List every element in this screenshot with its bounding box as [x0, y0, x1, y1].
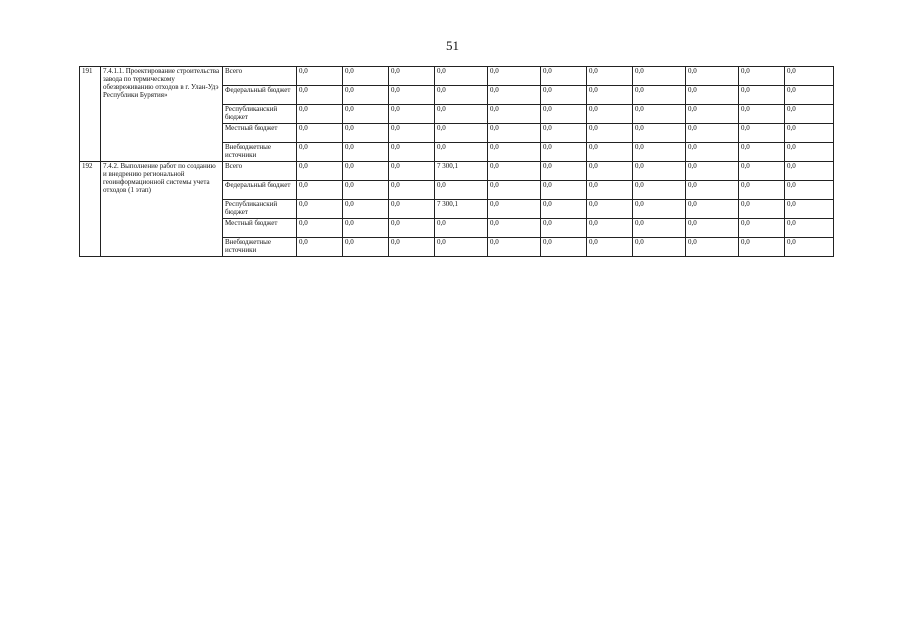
amount-cell: 0,0: [686, 67, 739, 86]
measure-name: 7.4.1.1. Проектирование строительства завода по термическому обезвреживанию отходов в г. Улан-Удэ Республики Бурятия»: [101, 67, 223, 162]
amount-cell: 0,0: [633, 162, 686, 181]
amount-cell: 0,0: [435, 67, 488, 86]
amount-cell: 0,0: [389, 143, 435, 162]
amount-cell: 0,0: [389, 67, 435, 86]
amount-cell: 0,0: [739, 219, 785, 238]
amount-cell: 0,0: [389, 86, 435, 105]
amount-cell: 0,0: [587, 105, 633, 124]
amount-cell: 0,0: [633, 124, 686, 143]
amount-cell: 0,0: [541, 67, 587, 86]
funding-source: Всего: [223, 67, 297, 86]
amount-cell: 0,0: [297, 181, 343, 200]
amount-cell: 0,0: [297, 86, 343, 105]
amount-cell: 0,0: [633, 143, 686, 162]
amount-cell: 0,0: [541, 124, 587, 143]
amount-cell: 0,0: [435, 143, 488, 162]
amount-cell: 0,0: [343, 200, 389, 219]
amount-cell: 0,0: [343, 162, 389, 181]
measure-name: 7.4.2. Выполнение работ по созданию и внедрению региональной геоинформационной системы учета отходов (1 этап): [101, 162, 223, 257]
amount-cell: 0,0: [343, 143, 389, 162]
amount-cell: 0,0: [488, 124, 541, 143]
amount-cell: 0,0: [297, 105, 343, 124]
amount-cell: 0,0: [633, 238, 686, 257]
amount-cell: 0,0: [739, 200, 785, 219]
amount-cell: 0,0: [389, 219, 435, 238]
amount-cell: 0,0: [541, 238, 587, 257]
amount-cell: 0,0: [739, 143, 785, 162]
amount-cell: 0,0: [488, 200, 541, 219]
amount-cell: 0,0: [488, 105, 541, 124]
amount-cell: 0,0: [739, 86, 785, 105]
amount-cell: 7 300,1: [435, 200, 488, 219]
table-row: [80, 67, 834, 86]
amount-cell: 0,0: [343, 67, 389, 86]
amount-cell: 0,0: [785, 181, 834, 200]
amount-cell: 0,0: [435, 219, 488, 238]
amount-cell: 0,0: [343, 105, 389, 124]
amount-cell: 0,0: [297, 143, 343, 162]
amount-cell: 0,0: [686, 181, 739, 200]
amount-cell: 0,0: [785, 219, 834, 238]
amount-cell: 0,0: [389, 105, 435, 124]
amount-cell: 0,0: [389, 124, 435, 143]
amount-cell: 0,0: [488, 143, 541, 162]
amount-cell: 0,0: [488, 181, 541, 200]
amount-cell: 0,0: [739, 181, 785, 200]
amount-cell: 0,0: [587, 162, 633, 181]
table-row: [80, 162, 834, 181]
amount-cell: 0,0: [389, 162, 435, 181]
amount-cell: 0,0: [587, 200, 633, 219]
amount-cell: 0,0: [435, 238, 488, 257]
amount-cell: 0,0: [541, 181, 587, 200]
amount-cell: 0,0: [785, 86, 834, 105]
amount-cell: 0,0: [541, 143, 587, 162]
amount-cell: 0,0: [587, 143, 633, 162]
amount-cell: 0,0: [297, 200, 343, 219]
amount-cell: 0,0: [541, 105, 587, 124]
amount-cell: 0,0: [633, 105, 686, 124]
amount-cell: 0,0: [488, 219, 541, 238]
amount-cell: 0,0: [739, 105, 785, 124]
amount-cell: 7 300,1: [435, 162, 488, 181]
amount-cell: 0,0: [435, 105, 488, 124]
amount-cell: 0,0: [297, 219, 343, 238]
funding-source: Федеральный бюджет: [223, 181, 297, 200]
amount-cell: 0,0: [488, 162, 541, 181]
amount-cell: 0,0: [633, 67, 686, 86]
amount-cell: 0,0: [488, 238, 541, 257]
amount-cell: 0,0: [343, 181, 389, 200]
amount-cell: 0,0: [785, 200, 834, 219]
amount-cell: 0,0: [435, 86, 488, 105]
amount-cell: 0,0: [389, 200, 435, 219]
amount-cell: 0,0: [686, 143, 739, 162]
amount-cell: 0,0: [633, 200, 686, 219]
amount-cell: 0,0: [435, 124, 488, 143]
amount-cell: 0,0: [686, 105, 739, 124]
amount-cell: 0,0: [297, 67, 343, 86]
amount-cell: 0,0: [587, 86, 633, 105]
amount-cell: 0,0: [633, 181, 686, 200]
amount-cell: 0,0: [686, 200, 739, 219]
page-number: 51: [446, 38, 459, 53]
amount-cell: 0,0: [587, 124, 633, 143]
row-number: 191: [80, 67, 101, 162]
amount-cell: 0,0: [343, 219, 389, 238]
row-number: 192: [80, 162, 101, 257]
amount-cell: 0,0: [297, 162, 343, 181]
amount-cell: 0,0: [739, 67, 785, 86]
amount-cell: 0,0: [785, 238, 834, 257]
funding-source: Федеральный бюджет: [223, 86, 297, 105]
amount-cell: 0,0: [785, 67, 834, 86]
amount-cell: 0,0: [739, 238, 785, 257]
amount-cell: 0,0: [785, 143, 834, 162]
amount-cell: 0,0: [739, 162, 785, 181]
amount-cell: 0,0: [587, 238, 633, 257]
amount-cell: 0,0: [587, 67, 633, 86]
amount-cell: 0,0: [686, 162, 739, 181]
amount-cell: 0,0: [587, 219, 633, 238]
funding-source: Всего: [223, 162, 297, 181]
funding-source: Местный бюджет: [223, 124, 297, 143]
amount-cell: 0,0: [343, 124, 389, 143]
amount-cell: 0,0: [686, 86, 739, 105]
amount-cell: 0,0: [389, 181, 435, 200]
amount-cell: 0,0: [686, 219, 739, 238]
amount-cell: 0,0: [587, 181, 633, 200]
amount-cell: 0,0: [633, 219, 686, 238]
amount-cell: 0,0: [633, 86, 686, 105]
amount-cell: 0,0: [488, 86, 541, 105]
funding-source: Внебюджетные источники: [223, 143, 297, 162]
amount-cell: 0,0: [435, 181, 488, 200]
funding-source: Внебюджетные источники: [223, 238, 297, 257]
funding-source: Республиканский бюджет: [223, 200, 297, 219]
amount-cell: 0,0: [297, 238, 343, 257]
funding-table: [79, 66, 834, 257]
amount-cell: 0,0: [343, 86, 389, 105]
amount-cell: 0,0: [297, 124, 343, 143]
amount-cell: 0,0: [488, 67, 541, 86]
funding-source: Республиканский бюджет: [223, 105, 297, 124]
funding-source: Местный бюджет: [223, 219, 297, 238]
amount-cell: 0,0: [541, 200, 587, 219]
amount-cell: 0,0: [389, 238, 435, 257]
amount-cell: 0,0: [686, 124, 739, 143]
amount-cell: 0,0: [785, 124, 834, 143]
amount-cell: 0,0: [541, 86, 587, 105]
amount-cell: 0,0: [686, 238, 739, 257]
amount-cell: 0,0: [785, 105, 834, 124]
amount-cell: 0,0: [541, 162, 587, 181]
amount-cell: 0,0: [739, 124, 785, 143]
amount-cell: 0,0: [785, 162, 834, 181]
amount-cell: 0,0: [541, 219, 587, 238]
amount-cell: 0,0: [343, 238, 389, 257]
